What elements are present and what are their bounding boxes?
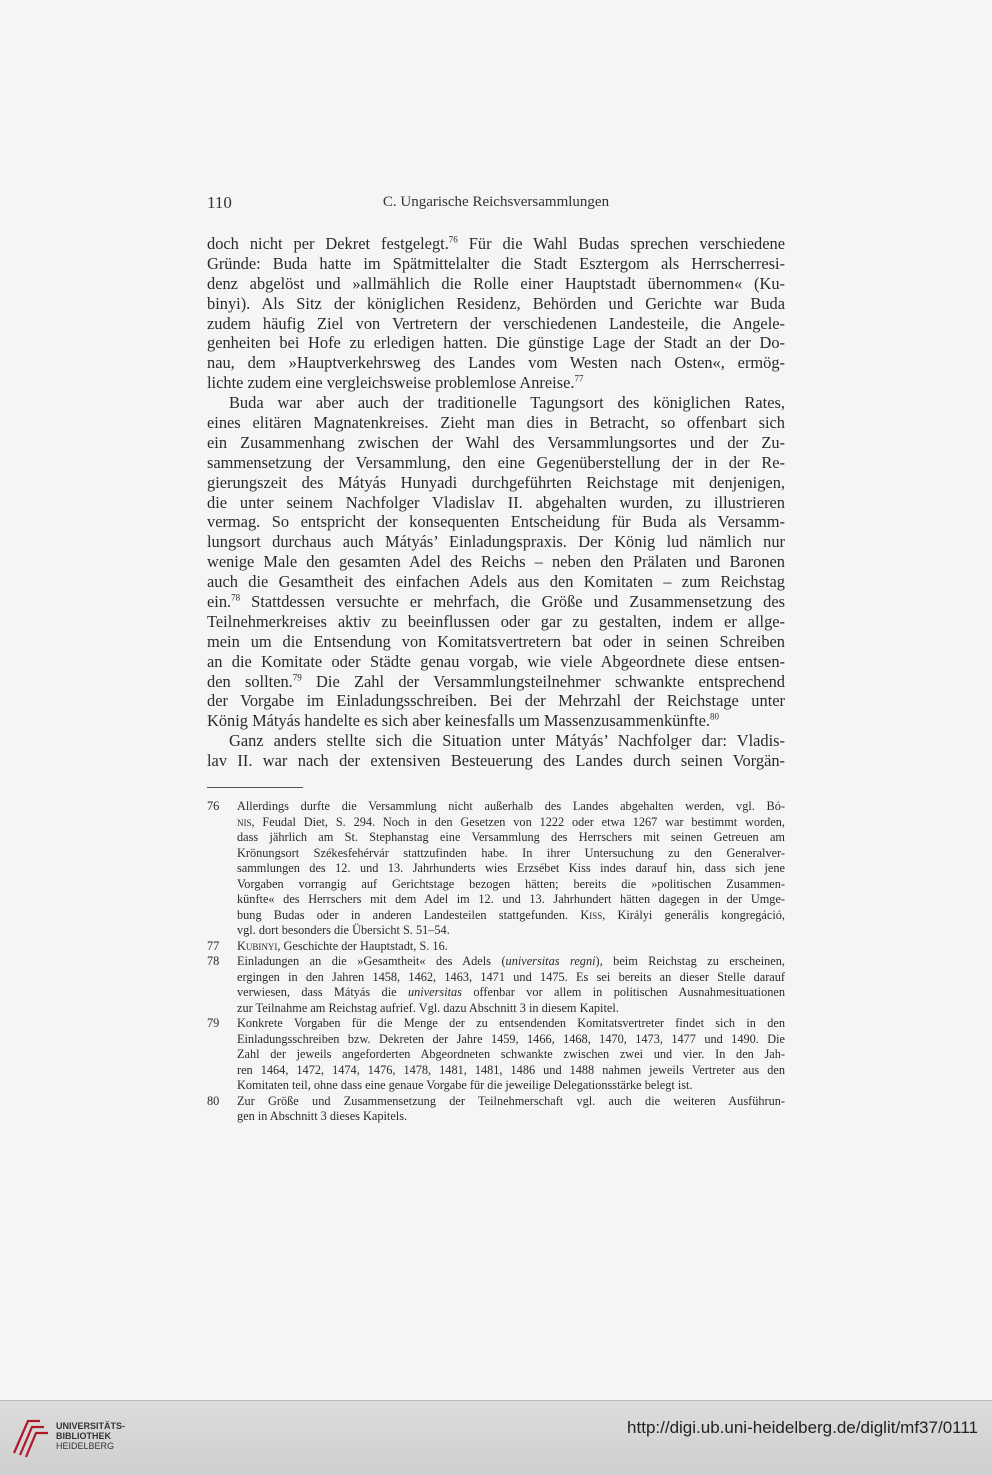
library-logo-icon (10, 1413, 52, 1461)
text-run: ren 1464, 1472, 1474, 1476, 1478, 1481, 1481, 1486 und 1488 nahmen jeweils Vertreter aus den (237, 1062, 785, 1077)
text-run: Ganz anders stellte sich die Situation unter Mátyás’ Nachfolger dar: Vladis- (229, 731, 785, 751)
italic-text: universitas (408, 985, 462, 999)
footnote-line (207, 892, 785, 908)
footnote-line (207, 908, 785, 924)
footnote-line (207, 1001, 785, 1017)
footnote-line (207, 939, 785, 955)
text-run: ein Zusammenhang zwischen der Wahl des Versammlungsortes und der Zu- (207, 432, 785, 452)
text-run: gierungszeit des Mátyás Hunyadi durchgeführten Reichstage mit denjenigen, (207, 472, 785, 492)
text-run: lungsort durchaus auch Mátyás’ Einladungspraxis. Der König lud nämlich nur (207, 532, 785, 552)
text-line (207, 473, 785, 493)
text-run: Konkrete Vorgaben für die Menge der zu entsendenden Komitatsvertreter findet sich in den (237, 1016, 785, 1030)
text-line (207, 274, 785, 294)
text-run: bung Budas oder in anderen Landesteilen stattgefunden. (237, 907, 581, 922)
text-run: Die Zahl der Versammlungsteilnehmer schwankte entsprechend (301, 671, 785, 691)
logo-stroke (26, 1433, 48, 1457)
author-name: Kubinyi (237, 938, 278, 953)
footnote-ref: 79 (292, 672, 302, 683)
text-line (207, 314, 785, 334)
footnote-line (207, 861, 785, 877)
text-run: an die Komitate oder Städte genau vorgab, wie viele Abgeordnete diese entsen- (207, 651, 785, 671)
footnote-line (207, 1094, 785, 1110)
logo-line: HEIDELBERG (56, 1441, 115, 1451)
text-line (207, 413, 785, 433)
footnote-line (207, 815, 785, 831)
footnote-ref: 76 (448, 234, 458, 245)
text-run: zudem häufig Ziel von Vertretern der verschiedenen Landesteile, die Angele- (207, 313, 785, 333)
text-run: denz abgelöst und »allmählich die Rolle einer Hauptstadt übernommen« (Ku- (207, 273, 785, 293)
text-run: genheiten bei Hofe zu erledigen hatten. Die günstige Lage der Stadt an der Do- (207, 333, 785, 353)
text-line (207, 572, 785, 592)
text-line (207, 592, 785, 612)
text-line (207, 691, 785, 711)
text-line (207, 632, 785, 652)
text-run: Komitaten teil, ohne dass eine genaue Vorgabe für die jeweilige Delegationsstärke belegt ist. (237, 1078, 693, 1092)
text-run: Zahl der jeweils angeforderten Abgeordneten schwankte zwischen zwei und vier. In den Jah- (237, 1047, 785, 1061)
text-run: Für die Wahl Budas sprechen verschiedene (457, 234, 785, 253)
text-run: Zur Größe und Zusammensetzung der Teilnehmerschaft vgl. auch die weiteren Ausführun- (237, 1093, 785, 1108)
text-run: nau, dem »Hauptverkehrsweg des Landes vom Westen nach Osten«, ermög- (207, 353, 785, 373)
text-run: wenige Male den gesamten Adel des Reichs – neben den Prälaten und Baronen (207, 552, 785, 572)
text-run: sammlungen des 12. und 13. Jahrhunderts wies Erzsébet Kiss indes darauf hin, dass sich jene (237, 861, 785, 875)
text-line (207, 433, 785, 453)
text-run: gen in Abschnitt 3 dieses Kapitels. (237, 1109, 408, 1123)
logo-line: UNIVERSITÄTS- (56, 1421, 126, 1431)
text-run: zur Teilnahme am Reichstag aufrief. Vgl. dazu Abschnitt 3 in diesem Kapitel. (237, 1000, 619, 1015)
text-line (207, 393, 785, 413)
footnotes (207, 799, 785, 1125)
text-run: auch die Gesamtheit des einfachen Adels aus den Komitaten – zum Reichstag (207, 572, 785, 592)
footnote-number: 77 (207, 938, 220, 953)
footnote-line (207, 830, 785, 846)
text-run: verwiesen, dass Mátyás die (237, 985, 408, 999)
logo-line: BIBLIOTHEK (56, 1431, 111, 1441)
text-run: Allerdings durfte die Versammlung nicht außerhalb des Landes abgehalten werden, vgl. Bó- (237, 799, 785, 813)
text-run: , Királyi generális kongregáció, (602, 907, 785, 922)
text-run: lav II. war nach der extensiven Besteuerung des Landes durch seinen Vorgän- (207, 751, 785, 771)
text-line (207, 552, 785, 572)
text-run: Stattdessen versuchte er mehrfach, die Größe und Zusammensetzung des (240, 592, 785, 612)
library-logo-text (56, 1421, 125, 1451)
body-text (207, 234, 785, 771)
footnote-line (207, 877, 785, 893)
text-run: künfte« des Herrschers mit dem Adel im 12. und 13. Jahrhundert hätten dagegen in der Umge- (237, 892, 785, 906)
text-line (207, 532, 785, 552)
text-run: mein um die Entsendung von Komitatsvertretern bat oder in seinen Schreiben (207, 631, 785, 651)
text-line (207, 731, 785, 751)
text-run: ), beim Reichstag zu erscheinen, (595, 954, 785, 968)
text-line (207, 493, 785, 513)
text-run: den sollten. (207, 671, 293, 691)
text-line (207, 353, 785, 373)
italic-text: universitas regni (505, 954, 596, 968)
text-run: die unter seinem Nachfolger Vladislav II. abgehalten wurden, zu illustrieren (207, 492, 785, 512)
page-url[interactable]: http://digi.ub.uni-heidelberg.de/diglit/mf37/0111 (627, 1418, 978, 1437)
text-run: , Geschichte der Hauptstadt, S. 16. (277, 938, 448, 953)
author-name: Kiss (580, 907, 603, 922)
text-line (207, 254, 785, 274)
text-line (207, 512, 785, 532)
footnote-line (207, 1078, 785, 1094)
text-line (207, 711, 785, 731)
text-run: doch nicht per Dekret festgelegt. (207, 234, 449, 253)
footnote-line (207, 1016, 785, 1032)
text-run: offenbar vor allem in politischen Ausnahmesituationen (461, 985, 785, 999)
footnote-line (207, 1063, 785, 1079)
footnote-line (207, 1047, 785, 1063)
footnote-line (207, 923, 785, 939)
footnote-ref: 78 (231, 592, 241, 603)
footnote-line (207, 1032, 785, 1048)
text-run: binyi). Als Sitz der königlichen Residenz, Behörden und Gerichte war Buda (207, 293, 785, 313)
text-run: Einladungen an die »Gesamtheit« des Adels ( (237, 954, 506, 968)
footnote-number: 80 (207, 1093, 220, 1108)
text-run: Buda war aber auch der traditionelle Tagungsort des königlichen Rates, (229, 393, 785, 413)
text-line (207, 333, 785, 353)
page-number: 110 (207, 193, 232, 212)
text-run: eines elitären Magnatenkreises. Zieht man dies in Betracht, so offenbart sich (207, 413, 785, 433)
footnote-number: 76 (207, 799, 220, 813)
footnote-ref: 80 (709, 711, 719, 722)
footnote-line (207, 985, 785, 1001)
viewer-footer-bar (0, 1400, 992, 1475)
text-line (207, 652, 785, 672)
text-run: sammensetzung der Versammlung, den eine Gegenüberstellung der in der Re- (207, 452, 785, 472)
text-line (207, 234, 785, 254)
footnote-line (207, 1109, 785, 1125)
text-line (207, 751, 785, 771)
text-line (207, 453, 785, 473)
text-line (207, 672, 785, 692)
text-run: der Vorgabe im Einladungsschreiben. Bei der Mehrzahl der Reichstage unter (207, 691, 785, 711)
text-run: Teilnehmerkreises aktiv zu beeinflussen oder gar zu gestalten, indem er allge- (207, 611, 785, 631)
text-run: lichte zudem eine vergleichsweise problemlose Anreise. (207, 373, 575, 393)
footnote-number: 78 (207, 954, 220, 968)
text-run: ein. (207, 592, 232, 612)
footnote-line (207, 799, 785, 815)
text-run: vermag. So entspricht der konsequenten Entscheidung für Buda als Versamm- (207, 512, 785, 532)
text-run: Krönungsort Székesfehérvár stattzufinden habe. In ihrer Untersuchung zu den Generalver- (237, 845, 785, 860)
running-title: C. Ungarische Reichsversammlungen (382, 194, 610, 210)
text-run: vgl. dort besonders die Übersicht S. 51–54. (237, 923, 450, 937)
footnote-number: 79 (207, 1016, 220, 1030)
footnote-line (207, 846, 785, 862)
text-run: Gründe: Buda hatte im Spätmittelalter die Stadt Esztergom als Herrscherresi- (207, 253, 785, 273)
text-run: König Mátyás handelte es sich aber keinesfalls um Massenzusammenkünfte. (207, 711, 710, 731)
text-line (207, 373, 785, 393)
text-line (207, 612, 785, 632)
text-run: dass jährlich am St. Stephanstag eine Versammlung des Herrschers mit seinen Getreuen am (237, 830, 785, 844)
text-run: , Feudal Diet, S. 294. Noch in den Gesetzen von 1222 oder etwa 1267 war bestimmt worden, (251, 814, 785, 829)
text-run: Einladungsschreiben bzw. Dekreten der Jahre 1459, 1466, 1468, 1470, 1473, 1477 und 1490. Die (237, 1031, 785, 1046)
text-line (207, 294, 785, 314)
author-name: nis (237, 814, 252, 829)
footnote-line (207, 954, 785, 970)
running-header (207, 193, 785, 217)
footnote-separator (207, 787, 303, 788)
text-run: Vorgaben vorrangig auf Gerichtstage bezogen hätten; bereits die »politischen Zusammen- (237, 876, 785, 891)
footnote-line (207, 970, 785, 986)
text-run: ergingen in den Jahren 1458, 1462, 1463, 1471 und 1475. Es sei bereits an dieser Stelle darauf (237, 969, 785, 984)
logo-strokes (14, 1421, 48, 1457)
footnote-ref: 77 (574, 373, 584, 384)
